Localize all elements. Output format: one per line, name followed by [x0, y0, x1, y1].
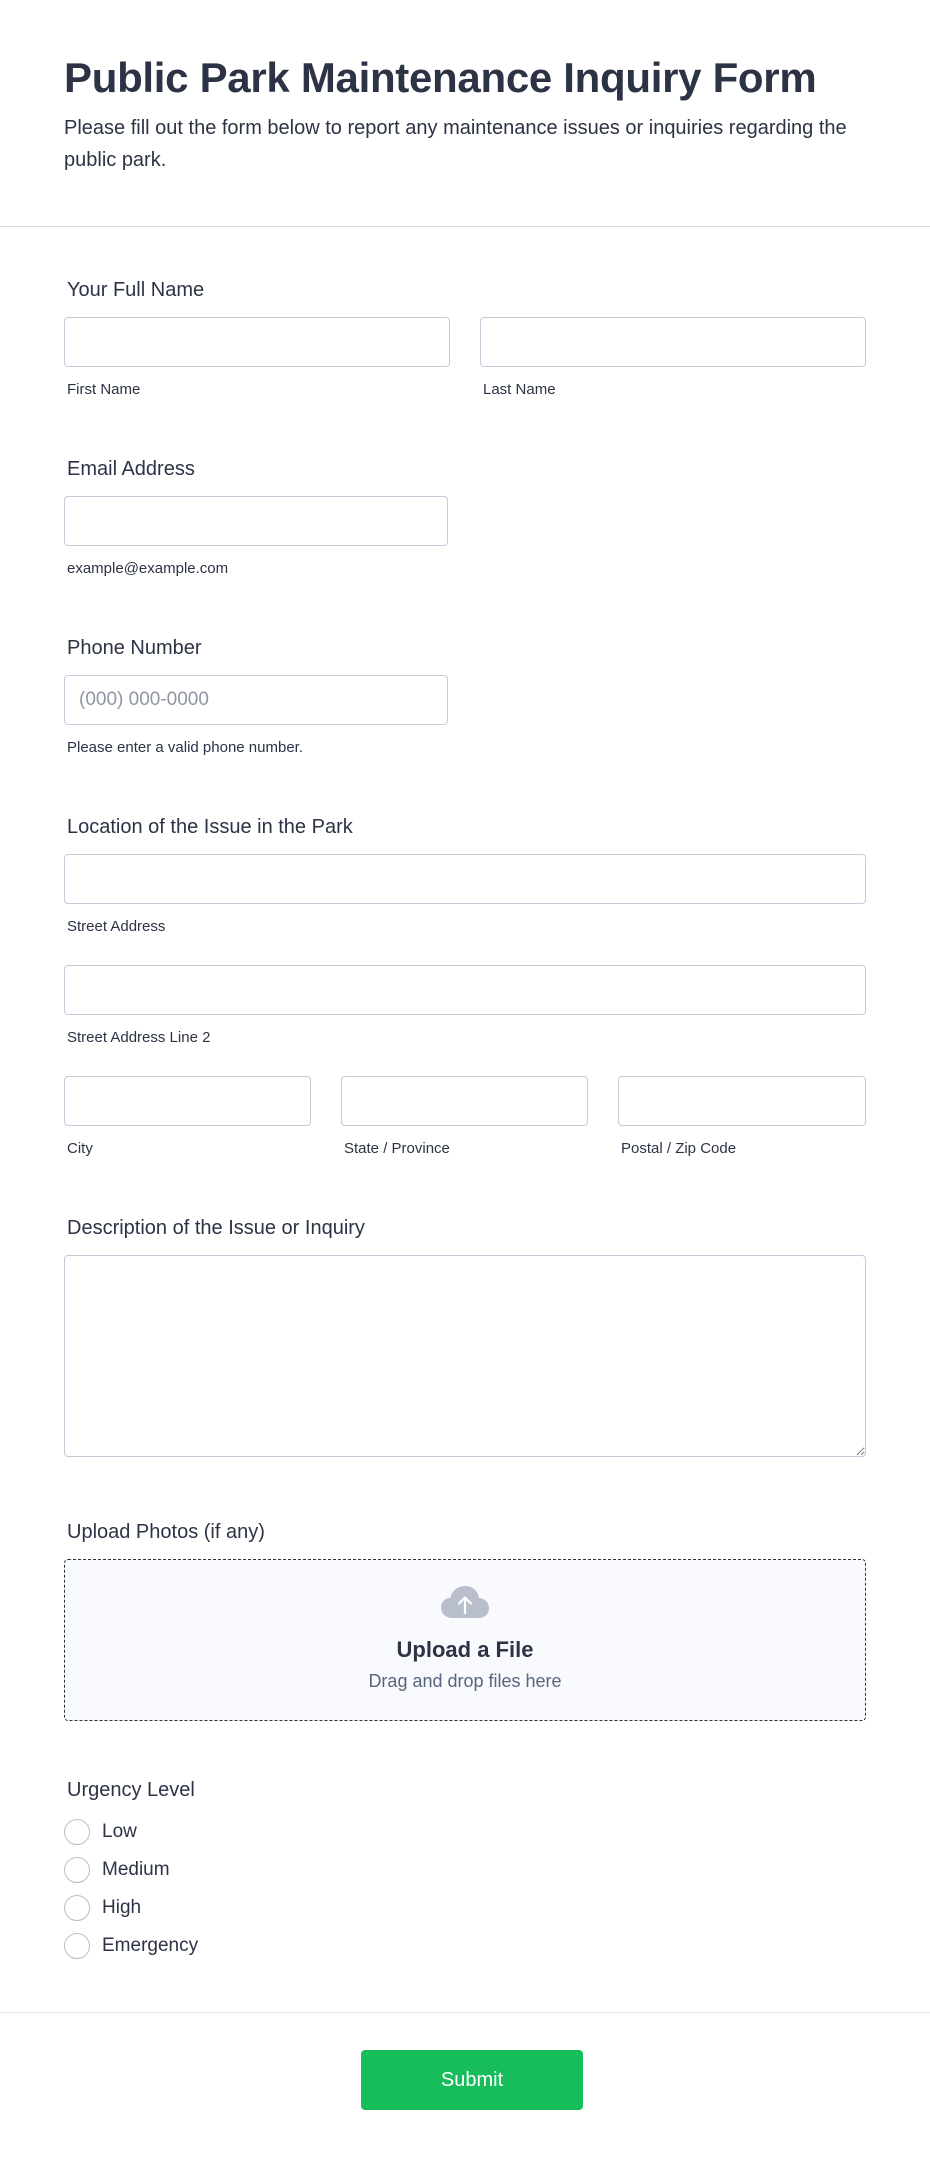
full-name-section — [64, 277, 866, 400]
radio-circle[interactable] — [64, 1933, 90, 1959]
upload-section — [64, 1519, 866, 1721]
submit-button[interactable]: Submit — [361, 2050, 583, 2110]
urgency-option-emergency[interactable] — [64, 1927, 866, 1965]
urgency-options — [64, 1813, 866, 1965]
urgency-option-label: High — [102, 1897, 142, 1918]
urgency-option-label: Low — [102, 1821, 137, 1842]
form-body — [0, 277, 930, 1965]
radio-circle[interactable] — [64, 1857, 90, 1883]
phone-section — [64, 635, 866, 758]
urgency-label: Urgency Level — [67, 1779, 195, 1801]
phone-sublabel: Please enter a valid phone number. — [67, 739, 303, 756]
zip-sublabel: Postal / Zip Code — [621, 1140, 737, 1157]
file-upload-dropzone[interactable] — [64, 1559, 866, 1721]
street-address-line2-input[interactable] — [64, 965, 866, 1015]
email-input[interactable] — [64, 496, 448, 546]
zip-input[interactable] — [618, 1076, 866, 1126]
last-name-input[interactable] — [480, 317, 866, 367]
street-address-line2-sublabel: Street Address Line 2 — [67, 1029, 211, 1046]
page-subtitle: Please fill out the form below to report any maintenance issues or inquiries regarding the public park. — [64, 117, 847, 171]
last-name-sublabel: Last Name — [483, 381, 556, 398]
city-input[interactable] — [64, 1076, 311, 1126]
urgency-option-medium[interactable] — [64, 1851, 866, 1889]
first-name-sublabel: First Name — [67, 381, 141, 398]
upload-label: Upload Photos (if any) — [67, 1521, 265, 1543]
location-label: Location of the Issue in the Park — [67, 816, 353, 838]
state-sublabel: State / Province — [344, 1140, 450, 1157]
phone-label: Phone Number — [67, 637, 202, 659]
phone-input[interactable] — [64, 675, 448, 725]
street-address-sublabel: Street Address — [67, 918, 166, 935]
street-address-input[interactable] — [64, 854, 866, 904]
first-name-input[interactable] — [64, 317, 450, 367]
urgency-section — [64, 1777, 866, 1965]
description-textarea[interactable] — [64, 1255, 866, 1457]
email-section — [64, 456, 866, 579]
state-input[interactable] — [341, 1076, 588, 1126]
form-footer — [0, 2012, 930, 2091]
urgency-option-high[interactable] — [64, 1889, 866, 1927]
email-sublabel: example@example.com — [67, 560, 229, 577]
city-sublabel: City — [67, 1140, 93, 1157]
upload-title: Upload a File — [396, 1637, 534, 1662]
location-section — [64, 814, 866, 1159]
radio-circle[interactable] — [64, 1819, 90, 1845]
email-label: Email Address — [67, 458, 195, 480]
full-name-label: Your Full Name — [67, 279, 205, 301]
description-label: Description of the Issue or Inquiry — [67, 1217, 365, 1239]
urgency-option-label: Medium — [102, 1859, 170, 1880]
urgency-option-low[interactable] — [64, 1813, 866, 1851]
cloud-upload-icon — [65, 1560, 865, 1625]
page-title: Public Park Maintenance Inquiry Form — [64, 54, 817, 101]
form-header — [0, 0, 930, 227]
description-section — [64, 1215, 866, 1457]
radio-circle[interactable] — [64, 1895, 90, 1921]
urgency-option-label: Emergency — [102, 1935, 199, 1956]
upload-subtitle: Drag and drop files here — [368, 1671, 562, 1691]
